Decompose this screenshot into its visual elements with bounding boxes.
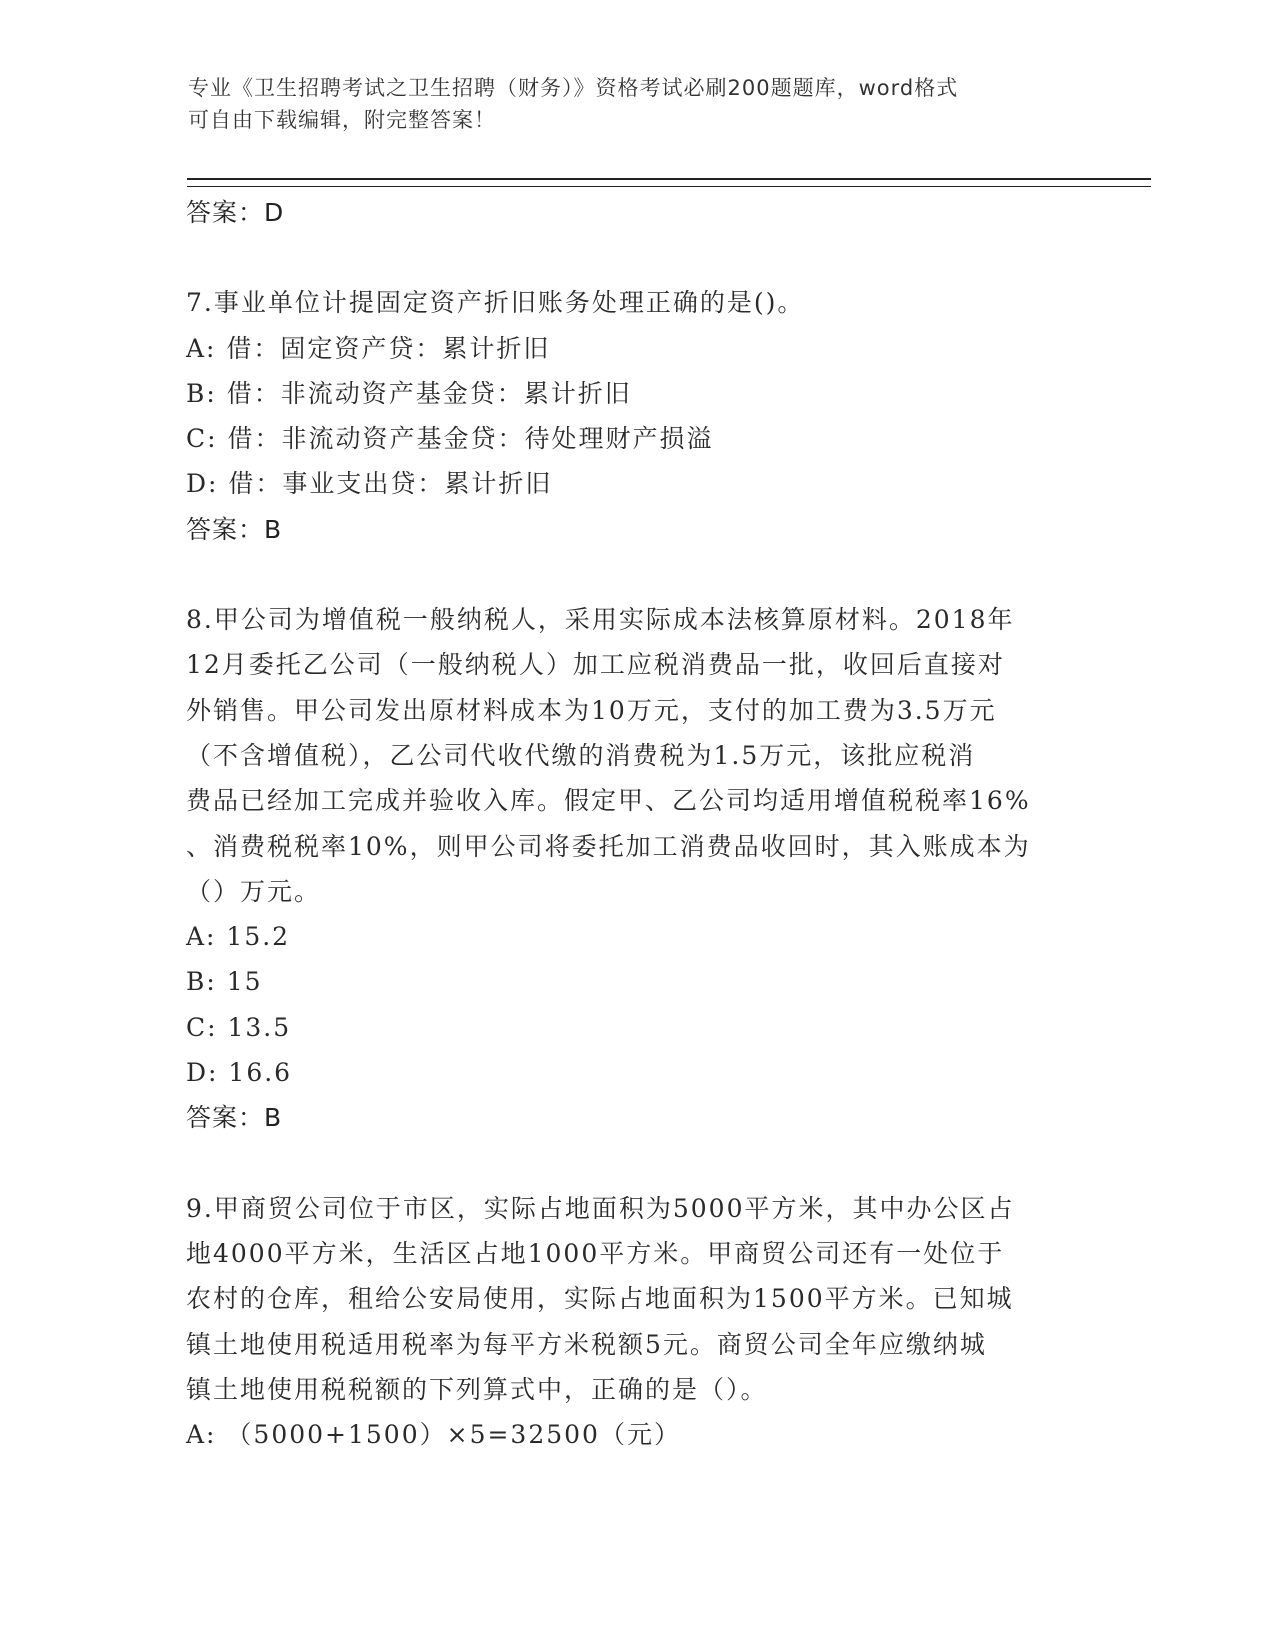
option-b: B: 15 xyxy=(186,967,263,997)
question-8 xyxy=(186,597,1086,1141)
spacer xyxy=(186,235,1086,280)
option-d: D: 借：事业支出贷：累计折旧 xyxy=(186,469,553,499)
question-stem-line: 8.甲公司为增值税一般纳税人，采用实际成本法核算原材料。2018年 xyxy=(186,605,1015,635)
question-stem-line: 农村的仓库，租给公安局使用，实际占地面积为1500平方米。已知城 xyxy=(186,1284,1014,1314)
question-stem-line: 外销售。甲公司发出原材料成本为10万元，支付的加工费为3.5万元 xyxy=(186,695,997,725)
question-stem-line: 镇土地使用税税额的下列算式中，正确的是（）。 xyxy=(186,1374,768,1404)
previous-answer: 答案：D xyxy=(186,198,285,227)
option-c: C: 借：非流动资产基金贷：待处理财产损溢 xyxy=(186,424,714,454)
option-a: A: 15.2 xyxy=(186,922,291,952)
page-header xyxy=(188,72,1068,136)
question-9 xyxy=(186,1186,1086,1458)
answer: 答案：B xyxy=(186,514,283,544)
question-stem-line: （不含增值税），乙公司代收代缴的消费税为1.5万元，该批应税消 xyxy=(186,740,976,770)
document-body xyxy=(186,190,1086,1457)
header-line-2: 可自由下载编辑，附完整答案！ xyxy=(188,108,496,132)
option-c: C: 13.5 xyxy=(186,1012,292,1042)
option-d: D: 16.6 xyxy=(186,1058,293,1088)
question-stem-line: 12月委托乙公司（一般纳税人）加工应税消费品一批，收回后直接对 xyxy=(186,650,1005,680)
option-a: A: 借：固定资产贷：累计折旧 xyxy=(186,333,551,363)
question-stem-line: （）万元。 xyxy=(186,876,322,906)
question-stem-line: 地4000平方米，生活区占地1000平方米。甲商贸公司还有一处位于 xyxy=(186,1238,1005,1268)
question-stem-line: 费品已经加工完成并验收入库。假定甲、乙公司均适用增值税税率16% xyxy=(186,786,1031,816)
question-stem-line: 9.甲商贸公司位于市区，实际占地面积为5000平方米，其中办公区占 xyxy=(186,1193,1015,1223)
question-stem: 7.事业单位计提固定资产折旧账务处理正确的是()。 xyxy=(186,288,805,318)
question-stem-line: 、消费税税率10%，则甲公司将委托加工消费品收回时，其入账成本为 xyxy=(186,831,1031,861)
option-b: B: 借：非流动资产基金贷：累计折旧 xyxy=(186,378,632,408)
spacer xyxy=(186,1141,1086,1186)
header-line-1: 专业《卫生招聘考试之卫生招聘（财务）》资格考试必刷200题题库，word格式 xyxy=(188,76,959,100)
spacer xyxy=(186,552,1086,597)
option-a: A: （5000+1500）×5=32500（元） xyxy=(186,1420,681,1450)
question-stem-line: 镇土地使用税适用税率为每平方米税额5元。商贸公司全年应缴纳城 xyxy=(186,1329,987,1359)
question-7 xyxy=(186,280,1086,552)
header-divider xyxy=(187,178,1151,187)
answer: 答案：B xyxy=(186,1103,283,1133)
